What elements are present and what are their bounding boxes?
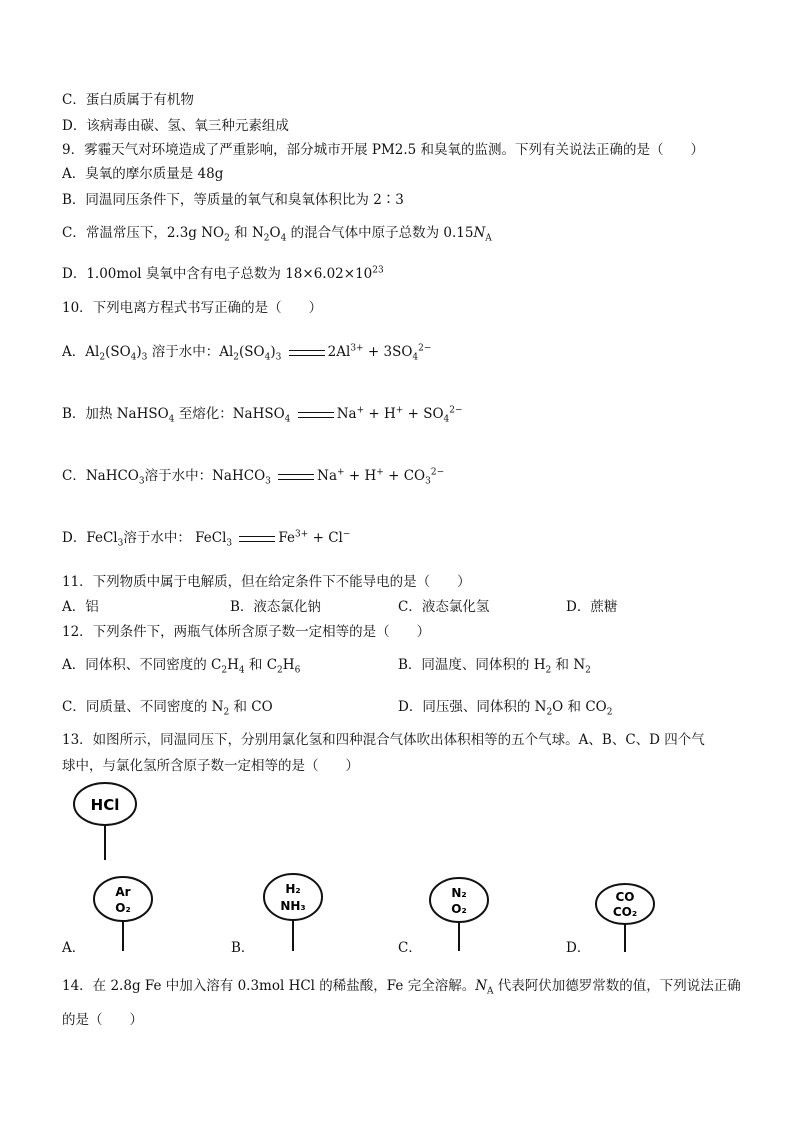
q12-option-a: A．同体积、不同密度的 $C_2H_4$ 和 $C_2H_6$ bbox=[62, 657, 301, 676]
q9-option-d: D．1.00mol 臭氧中含有电子总数为 $18\times 6.02\times 10^{23}$ bbox=[62, 265, 384, 282]
q12-stem: 12．下列条件下，两瓶气体所含原子数一定相等的是（ ） bbox=[62, 624, 431, 640]
q13-stem-line1: 13．如图所示，同温同压下，分别用氯化氢和四种混合气体吹出体积相等的五个气球。A、B、C、D 四个气 bbox=[62, 732, 705, 748]
q9-option-a: A．臭氧的摩尔质量是 48g bbox=[62, 166, 224, 182]
q12-option-c: C．同质量、不同密度的 $N_2$ 和 CO bbox=[62, 699, 273, 718]
balloon-a bbox=[92, 876, 156, 952]
q14-stem-line2: 的是（ ） bbox=[62, 1012, 143, 1028]
balloon-b-gas2: NH₃ bbox=[280, 899, 306, 913]
q12-option-b: B．同温度、同体积的 $H_2$ 和 $N_2$ bbox=[398, 657, 591, 676]
balloon-c bbox=[428, 877, 492, 953]
balloon-b-gas1: H₂ bbox=[285, 882, 301, 896]
equals-sign bbox=[239, 536, 275, 542]
q9-stem: 9．雾霾天气对环境造成了严重影响，部分城市开展 PM2.5 和臭氧的监测。下列有关说法正确的是（ ） bbox=[62, 142, 705, 158]
q10-option-c: C．NaHCO$_3$溶于水中：NaHCO$_3$ $Na^+ + H^+ + CO_3^{2-}$ bbox=[62, 467, 445, 487]
q11-option-c: C．液态氯化氢 bbox=[398, 599, 490, 615]
q11-option-b: B．液态氯化钠 bbox=[230, 599, 321, 615]
balloon-d-gas1: CO bbox=[615, 890, 635, 904]
q10-option-a: A．$Al_2(SO_4)_3$ 溶于水中：$Al_2(SO_4)_3$ $2Al^{3+} + 3SO_4^{2-}$ bbox=[62, 343, 432, 363]
balloon-b bbox=[262, 873, 326, 953]
balloon-c-gas2: O₂ bbox=[451, 902, 467, 916]
balloon-hcl bbox=[72, 782, 138, 862]
balloon-label-d: D． bbox=[566, 940, 591, 956]
q11-stem: 11．下列物质中属于电解质，但在给定条件下不能导电的是（ ） bbox=[62, 574, 471, 590]
balloon-c-gas1: N₂ bbox=[451, 886, 467, 900]
balloon-a-gas2: O₂ bbox=[115, 901, 131, 915]
balloon-a-gas1: Ar bbox=[115, 885, 131, 899]
balloon-label-a: A． bbox=[62, 940, 86, 956]
q10-option-d: D．FeCl$_3$溶于水中： FeCl$_3$ $Fe^{3+} + Cl^-$ bbox=[62, 529, 351, 549]
q13-stem-line2: 球中，与氯化氢所含原子数一定相等的是（ ） bbox=[62, 758, 359, 774]
q11-option-a: A．铝 bbox=[62, 599, 99, 615]
balloon-label-c: C． bbox=[398, 940, 422, 956]
balloon-hcl-label: HCl bbox=[90, 796, 120, 814]
equals-sign bbox=[289, 350, 325, 356]
balloon-d bbox=[594, 882, 658, 954]
balloon-label-b: B． bbox=[231, 940, 255, 956]
equals-sign bbox=[278, 474, 314, 480]
balloon-d-gas2: CO₂ bbox=[612, 905, 638, 919]
q11-option-d: D．蔗糖 bbox=[566, 599, 618, 615]
equals-sign bbox=[298, 412, 334, 418]
q8-option-d: D．该病毒由碳、氢、氧三种元素组成 bbox=[62, 118, 289, 134]
q10-stem: 10．下列电离方程式书写正确的是（ ） bbox=[62, 300, 323, 316]
q10-option-b: B．加热 NaHSO$_4$ 至熔化：NaHSO$_4$ $Na^+ + H^+ + SO_4^{2-}$ bbox=[62, 405, 463, 425]
q8-option-c: C．蛋白质属于有机物 bbox=[62, 92, 194, 108]
q9-option-c: C．常温常压下，2.3g $NO_2$ 和 $N_2O_4$ 的混合气体中原子总数为 $0.15N_A$ bbox=[62, 225, 492, 244]
q14-stem-line1: 14．在 2.8g Fe 中加入溶有 0.3mol HCl 的稀盐酸，Fe 完全溶解。$N_A$ 代表阿伏加德罗常数的值，下列说法正确 bbox=[62, 978, 741, 997]
balloon-hcl-graphic bbox=[72, 782, 138, 862]
q12-option-d: D．同压强、同体积的 $N_2O$ 和 $CO_2$ bbox=[398, 699, 613, 718]
q9-option-b: B．同温同压条件下，等质量的氧气和臭氧体积比为 2∶3 bbox=[62, 192, 404, 208]
